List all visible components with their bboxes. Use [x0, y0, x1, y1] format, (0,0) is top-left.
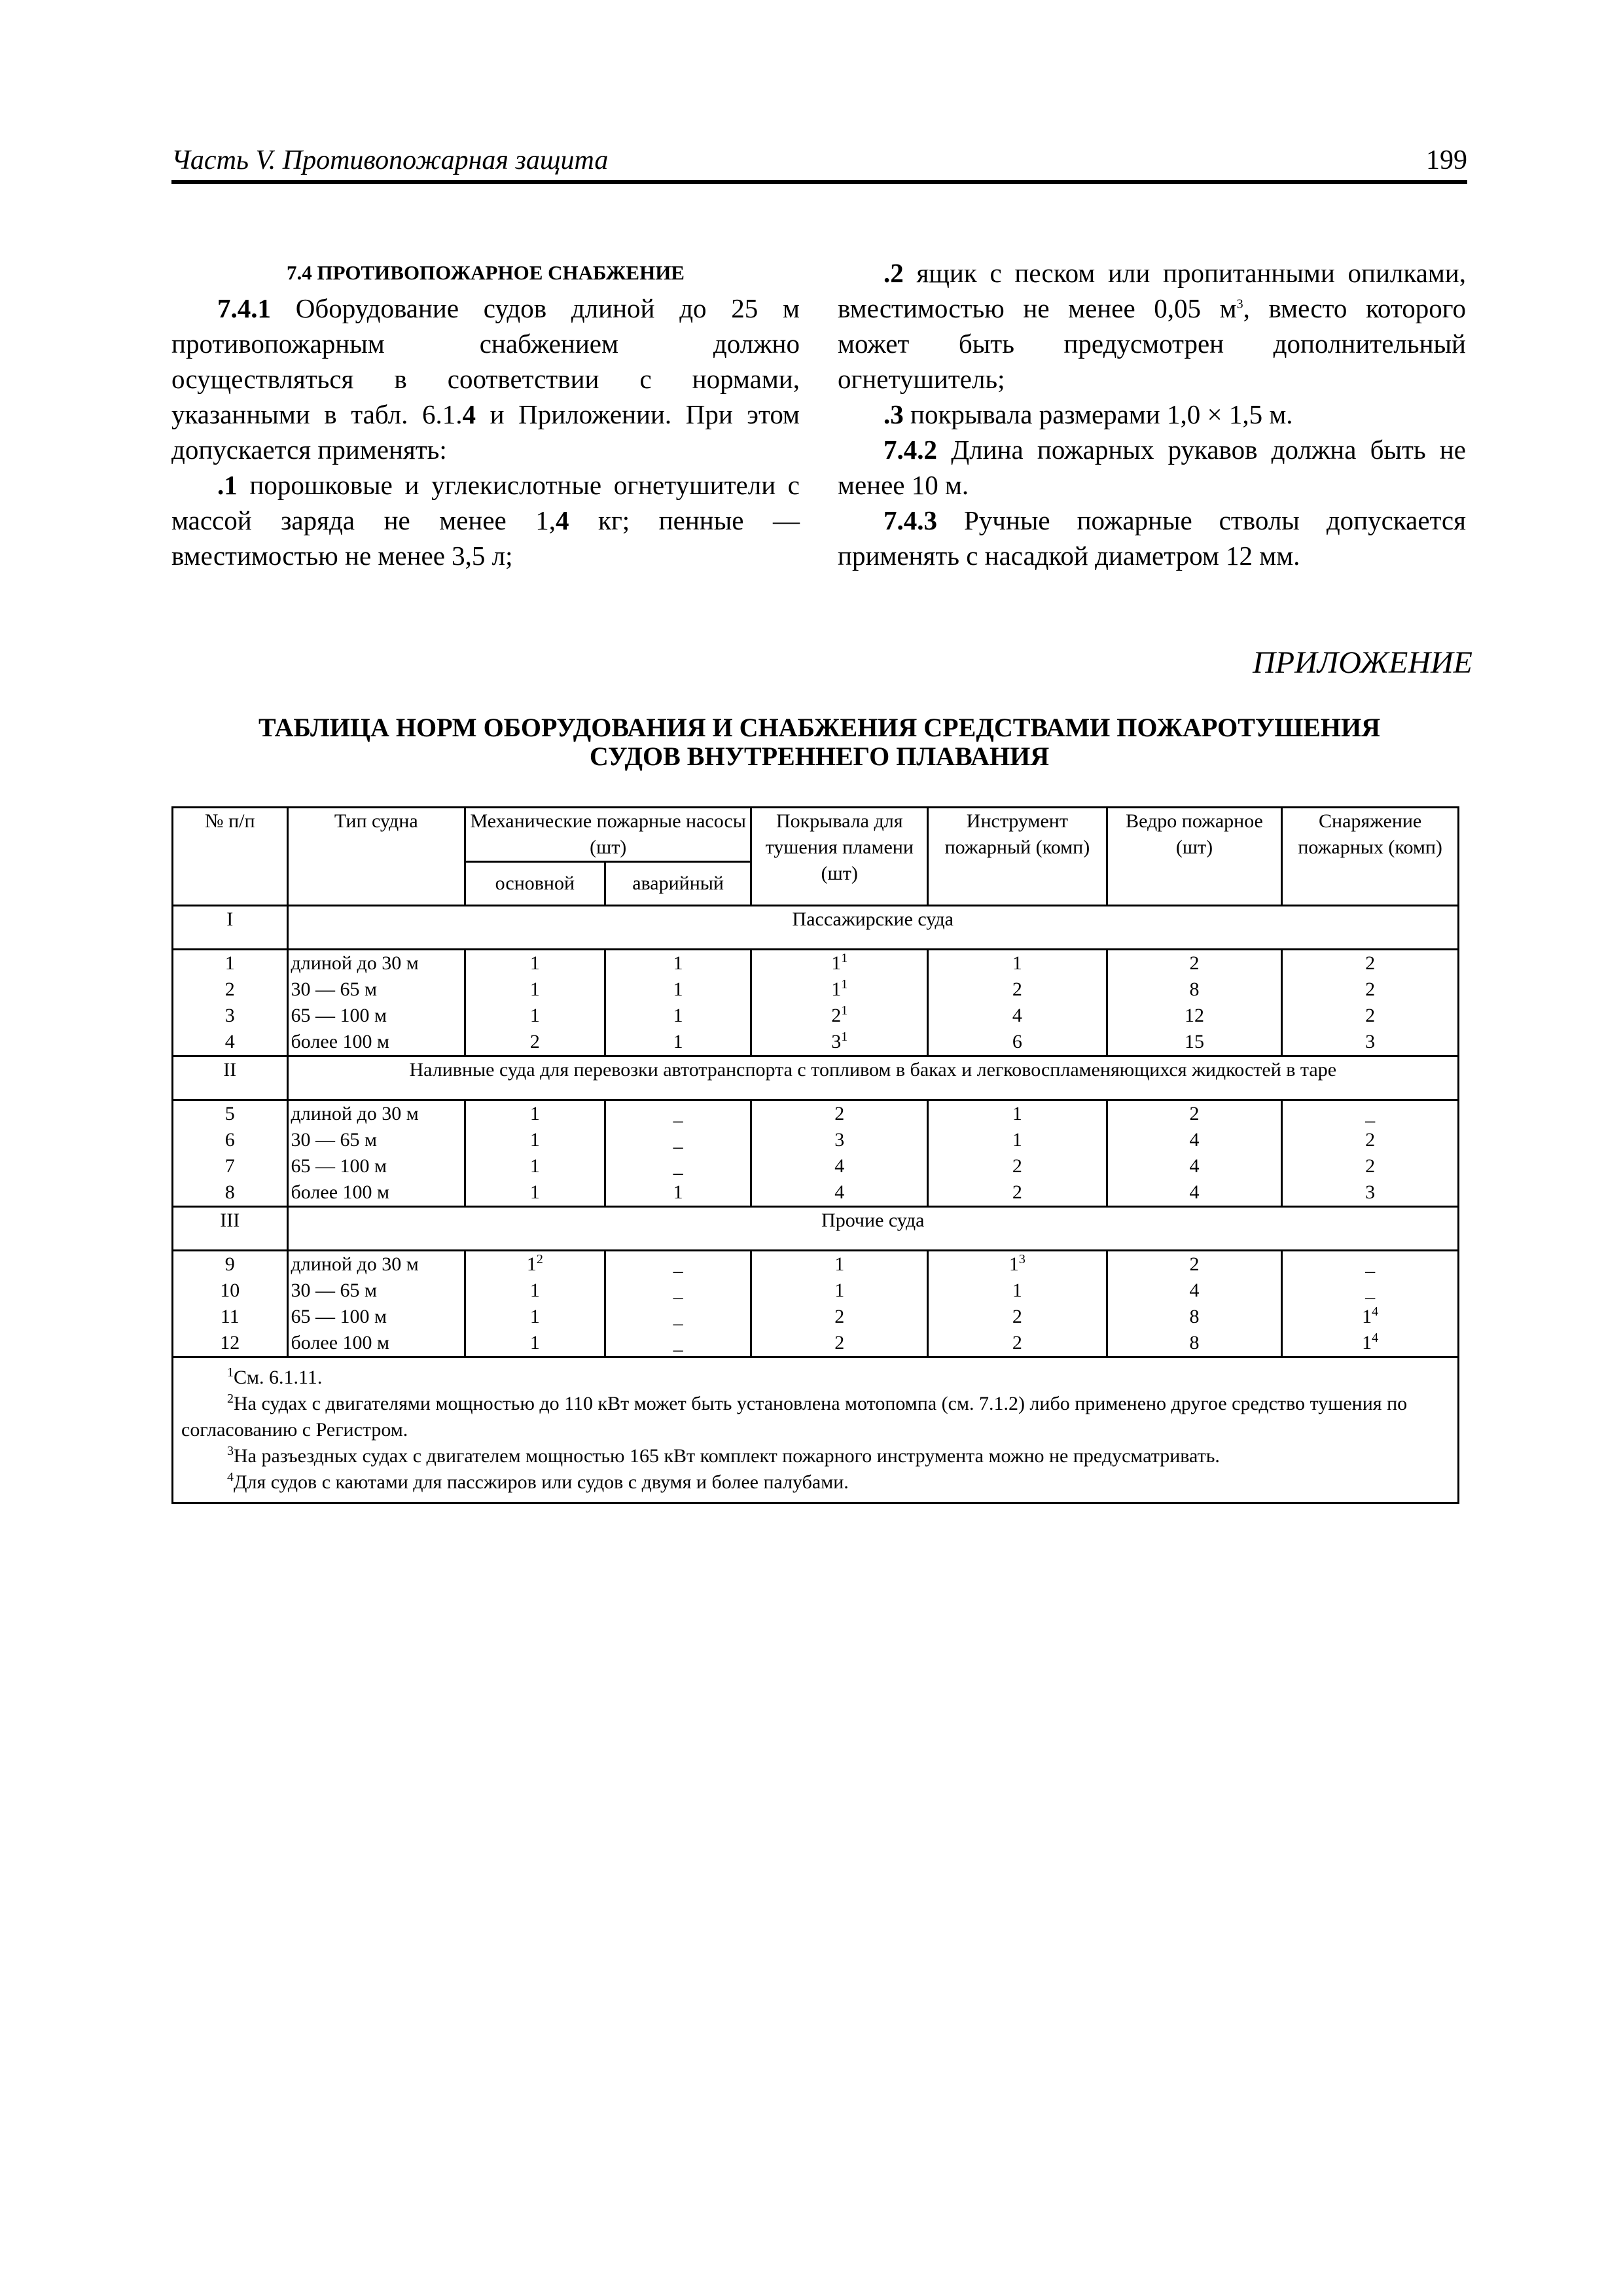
- table-cell-value: _: [1365, 1103, 1376, 1124]
- table-cell-value: 6: [224, 1129, 235, 1151]
- col-bucket: [1107, 950, 1282, 1056]
- group-name: Пассажирские суда: [287, 906, 1458, 950]
- table-cell-value: 1: [529, 1103, 540, 1124]
- header-main: основной: [465, 862, 605, 906]
- table-cell-value: $3^1$: [831, 1030, 848, 1052]
- table-cell-value: _: [673, 1253, 683, 1275]
- table-cell-value: 2: [1189, 1103, 1200, 1124]
- footnote-mark: 4: [227, 1470, 234, 1484]
- table-cell-value: длиной до 30 м: [291, 1103, 419, 1124]
- table-cell-value: $1^4$: [1362, 1331, 1379, 1354]
- table-cell-value: 6: [1012, 1031, 1022, 1052]
- col-blankets: [751, 1100, 928, 1207]
- col-gear: [1282, 1100, 1459, 1207]
- notes-row: [173, 1357, 1459, 1503]
- header-blankets: Покрывала для тушения пламени (шт): [751, 808, 928, 906]
- footnote-text: См. 6.1.11.: [234, 1367, 323, 1388]
- table-cell-value: _: [673, 1155, 683, 1177]
- table-cell-value: 1: [529, 978, 540, 1000]
- right-column: [838, 255, 1466, 573]
- table-cell-value: 2: [1012, 978, 1022, 1000]
- table-cell-value: 2: [834, 1103, 845, 1124]
- group-row: [173, 1056, 1459, 1100]
- footnote-mark: 3: [227, 1444, 234, 1458]
- table-cell-value: более 100 м: [291, 1332, 390, 1354]
- table-cell-value: 8: [1189, 1306, 1200, 1327]
- col-type: [287, 1251, 465, 1357]
- page-number: 199: [1426, 145, 1467, 175]
- appendix-label: ПРИЛОЖЕНИЕ: [1253, 645, 1472, 680]
- running-title: Часть V. Противопожарная защита: [171, 145, 609, 175]
- col-emergency: [605, 1251, 751, 1357]
- footnote-ref: 2: [536, 1252, 543, 1266]
- table-cell-value: 1: [834, 1280, 845, 1301]
- table-cell-value: 2: [1365, 1129, 1376, 1151]
- col-main: [465, 950, 605, 1056]
- table-cell-value: 1: [673, 1031, 683, 1052]
- table-cell-value: более 100 м: [291, 1031, 390, 1052]
- table-cell-value: 2: [834, 1306, 845, 1327]
- group-row: [173, 906, 1459, 950]
- table-cell-value: $1^4$: [1362, 1304, 1379, 1327]
- table-cell-value: 1: [529, 1332, 540, 1354]
- table-cell-value: 15: [1184, 1031, 1204, 1052]
- col-bucket: [1107, 1100, 1282, 1207]
- col-emergency: [605, 950, 751, 1056]
- col-num: [173, 1251, 288, 1357]
- col-bucket: [1107, 1251, 1282, 1357]
- table-cell-value: 1: [224, 952, 235, 974]
- footnote-text: Для судов с каютами для пассжиров или судов с двумя и более палубами.: [234, 1471, 849, 1493]
- col-num: [173, 1100, 288, 1207]
- table-cell-value: _: [1365, 1253, 1376, 1275]
- table-cell-value: 1: [1012, 952, 1022, 974]
- item-3: .3 покрывала размерами 1,0 × 1,5 м.: [883, 399, 1293, 429]
- table-cell-value: 2: [529, 1031, 540, 1052]
- left-column: [171, 255, 800, 573]
- table-cell-value: $2^1$: [831, 1003, 848, 1026]
- table-cell-value: 7: [224, 1155, 235, 1177]
- col-tools: [928, 1251, 1107, 1357]
- table-cell-value: $1^1$: [831, 977, 848, 1000]
- table-cell-value: 30 — 65 м: [291, 1129, 378, 1151]
- footnote-ref: 1: [841, 1030, 848, 1044]
- col-tools: [928, 1100, 1107, 1207]
- table-cell-value: 1: [529, 1280, 540, 1301]
- table-cell-value: 12: [1184, 1005, 1204, 1026]
- table-cell-value: длиной до 30 м: [291, 1253, 419, 1275]
- table-cell-value: 1: [529, 1005, 540, 1026]
- table-cell-value: 4: [1189, 1155, 1200, 1177]
- item-1: .1 порошковые и углекислотные огнетушители с массой заряда не менее 1,4 кг; пенные — вместимостью не менее 3,5 л;: [171, 470, 800, 571]
- footnote: [181, 1443, 1450, 1469]
- footnote-ref: 4: [1372, 1331, 1379, 1345]
- table-cell-value: 2: [1365, 952, 1376, 974]
- paragraph-7-4-2: 7.4.2 Длина пожарных рукавов должна быть не менее 10 м.: [838, 435, 1466, 500]
- table-cell-value: 1: [1012, 1129, 1022, 1151]
- footnote: [181, 1391, 1450, 1443]
- col-emergency: [605, 1100, 751, 1207]
- group-number: II: [173, 1056, 288, 1100]
- table-cell-value: 4: [834, 1181, 845, 1203]
- table-cell-value: 3: [1365, 1031, 1376, 1052]
- norms-table: [171, 806, 1459, 1504]
- table-cell-value: 30 — 65 м: [291, 978, 378, 1000]
- footnote-text: На судах с двигателями мощностью до 110 кВт может быть установлена мотопомпа (см. 7.1.2) либо применено другое средство тушения по согласованию с Регистром.: [181, 1393, 1408, 1441]
- table-cell-value: 1: [673, 978, 683, 1000]
- col-main: [465, 1100, 605, 1207]
- footnote-ref: 3: [1018, 1252, 1026, 1266]
- table-cell-value: _: [673, 1280, 683, 1301]
- table-cell-value: 3: [1365, 1181, 1376, 1203]
- table-cell-value: 8: [1189, 978, 1200, 1000]
- table-cell-value: длиной до 30 м: [291, 952, 419, 974]
- footnote-text: На разъездных судах с двигателем мощностью 165 кВт комплект пожарного инструмента можно не предусматривать.: [234, 1445, 1220, 1467]
- header-pumps: Механические пожарные насосы (шт): [465, 808, 751, 862]
- table-cell-value: 4: [1189, 1181, 1200, 1203]
- paragraph-7-4-1: 7.4.1 Оборудование судов длиной до 25 м противопожарным снабжением должно осуществляться в соответствии с нормами, указанными в табл. 6.1.4 и Приложении. При этом допускается применять:: [171, 293, 800, 465]
- table-cell-value: 2: [1365, 1155, 1376, 1177]
- table-cell-value: 1: [529, 1155, 540, 1177]
- table-cell-value: $1^1$: [831, 951, 848, 974]
- table-cell-value: 1: [529, 1181, 540, 1203]
- table-cell-value: 65 — 100 м: [291, 1306, 387, 1327]
- table-cell-value: 1: [673, 952, 683, 974]
- table-title: ТАБЛИЦА НОРМ ОБОРУДОВАНИЯ И СНАБЖЕНИЯ СРЕДСТВАМИ ПОЖАРОТУШЕНИЯ СУДОВ ВНУТРЕННЕГО ПЛАВАНИЯ: [258, 713, 1381, 771]
- table-cell-value: 1: [673, 1181, 683, 1203]
- table-cell-value: 10: [220, 1280, 240, 1301]
- table-cell-value: $1^2$: [526, 1252, 543, 1275]
- table-cell-value: 4: [1189, 1129, 1200, 1151]
- col-num: [173, 950, 288, 1056]
- table-cell-value: 2: [1012, 1332, 1022, 1354]
- col-gear: [1282, 950, 1459, 1056]
- table-cell-value: 4: [834, 1155, 845, 1177]
- table-cell-value: 8: [224, 1181, 235, 1203]
- group-name: Наливные суда для перевозки автотранспорта с топливом в баках и легковоспламеняющихся жидкостей в таре: [287, 1056, 1458, 1100]
- table-cell-value: 30 — 65 м: [291, 1280, 378, 1301]
- col-main: [465, 1251, 605, 1357]
- table-cell-value: 1: [529, 952, 540, 974]
- table-row: [173, 1100, 1459, 1207]
- footnote-ref: 1: [841, 1003, 848, 1018]
- table-cell-value: 8: [1189, 1332, 1200, 1354]
- table-cell-value: $1^3$: [1008, 1252, 1026, 1275]
- table-cell-value: 4: [1012, 1005, 1022, 1026]
- table-cell-value: _: [673, 1332, 683, 1354]
- table-cell-value: 2: [834, 1332, 845, 1354]
- table-cell-value: 4: [224, 1031, 235, 1052]
- table-cell-value: _: [673, 1129, 683, 1151]
- table-cell-value: _: [673, 1103, 683, 1124]
- item-2: .2 ящик с песком или пропитанными опилками, вместимостью не менее 0,05 $м^3$, вместо которого может быть предусмотрен дополнительный огнетушитель;: [838, 258, 1466, 394]
- footnote: [181, 1365, 1450, 1391]
- table-cell-value: 9: [224, 1253, 235, 1275]
- table-cell-value: 2: [1189, 1253, 1200, 1275]
- header-emergency: аварийный: [605, 862, 751, 906]
- table-cell-value: 1: [1012, 1103, 1022, 1124]
- footnote-ref: 1: [841, 951, 848, 965]
- footnote-ref: 1: [841, 977, 848, 992]
- col-type: [287, 1100, 465, 1207]
- table-cell-value: 1: [673, 1005, 683, 1026]
- footnote: [181, 1469, 1450, 1496]
- group-number: III: [173, 1207, 288, 1251]
- header-gear: Снаряжение пожарных (комп): [1282, 808, 1459, 906]
- col-gear: [1282, 1251, 1459, 1357]
- table-cell-value: 2: [224, 978, 235, 1000]
- table-cell-value: 4: [1189, 1280, 1200, 1301]
- section-title: 7.4 ПРОТИВОПОЖАРНОЕ СНАБЖЕНИЕ: [287, 261, 685, 284]
- col-type: [287, 950, 465, 1056]
- header-tools: Инструмент пожарный (комп): [928, 808, 1107, 906]
- table-cell-value: _: [1365, 1280, 1376, 1301]
- table-cell-value: более 100 м: [291, 1181, 390, 1203]
- group-name: Прочие суда: [287, 1207, 1458, 1251]
- group-number: I: [173, 906, 288, 950]
- table-row: [173, 950, 1459, 1056]
- table-cell-value: 2: [1012, 1155, 1022, 1177]
- table-cell-value: 3: [224, 1005, 235, 1026]
- table-cell-value: 2: [1012, 1181, 1022, 1203]
- group-row: [173, 1207, 1459, 1251]
- paragraph-7-4-3: 7.4.3 Ручные пожарные стволы допускается применять с насадкой диаметром 12 мм.: [838, 505, 1466, 571]
- table-cell-value: _: [673, 1306, 683, 1327]
- table-row: [173, 1251, 1459, 1357]
- footnote-mark: 2: [227, 1391, 234, 1406]
- table-cell-value: 3: [834, 1129, 845, 1151]
- col-blankets: [751, 950, 928, 1056]
- table-cell-value: 12: [220, 1332, 240, 1354]
- table-cell-value: 1: [1012, 1280, 1022, 1301]
- table-cell-value: 11: [220, 1306, 240, 1327]
- table-cell-value: 1: [529, 1129, 540, 1151]
- table-cell-value: 65 — 100 м: [291, 1155, 387, 1177]
- table-body: [173, 906, 1459, 1503]
- table-cell-value: 65 — 100 м: [291, 1005, 387, 1026]
- table-cell-value: 2: [1012, 1306, 1022, 1327]
- col-tools: [928, 950, 1107, 1056]
- table-cell-value: 1: [529, 1306, 540, 1327]
- table-cell-value: 2: [1365, 978, 1376, 1000]
- footnote-mark: 1: [227, 1365, 234, 1380]
- col-blankets: [751, 1251, 928, 1357]
- table-cell-value: 1: [834, 1253, 845, 1275]
- header-bucket: Ведро пожарное (шт): [1107, 808, 1282, 906]
- table-cell-value: 2: [1189, 952, 1200, 974]
- table-cell-value: 2: [1365, 1005, 1376, 1026]
- table-cell-value: 5: [224, 1103, 235, 1124]
- footnote-ref: 4: [1372, 1304, 1379, 1319]
- table-notes: [173, 1357, 1459, 1503]
- header-num: № п/п: [173, 808, 288, 906]
- header-type: Тип судна: [287, 808, 465, 906]
- page-header: [171, 141, 1467, 184]
